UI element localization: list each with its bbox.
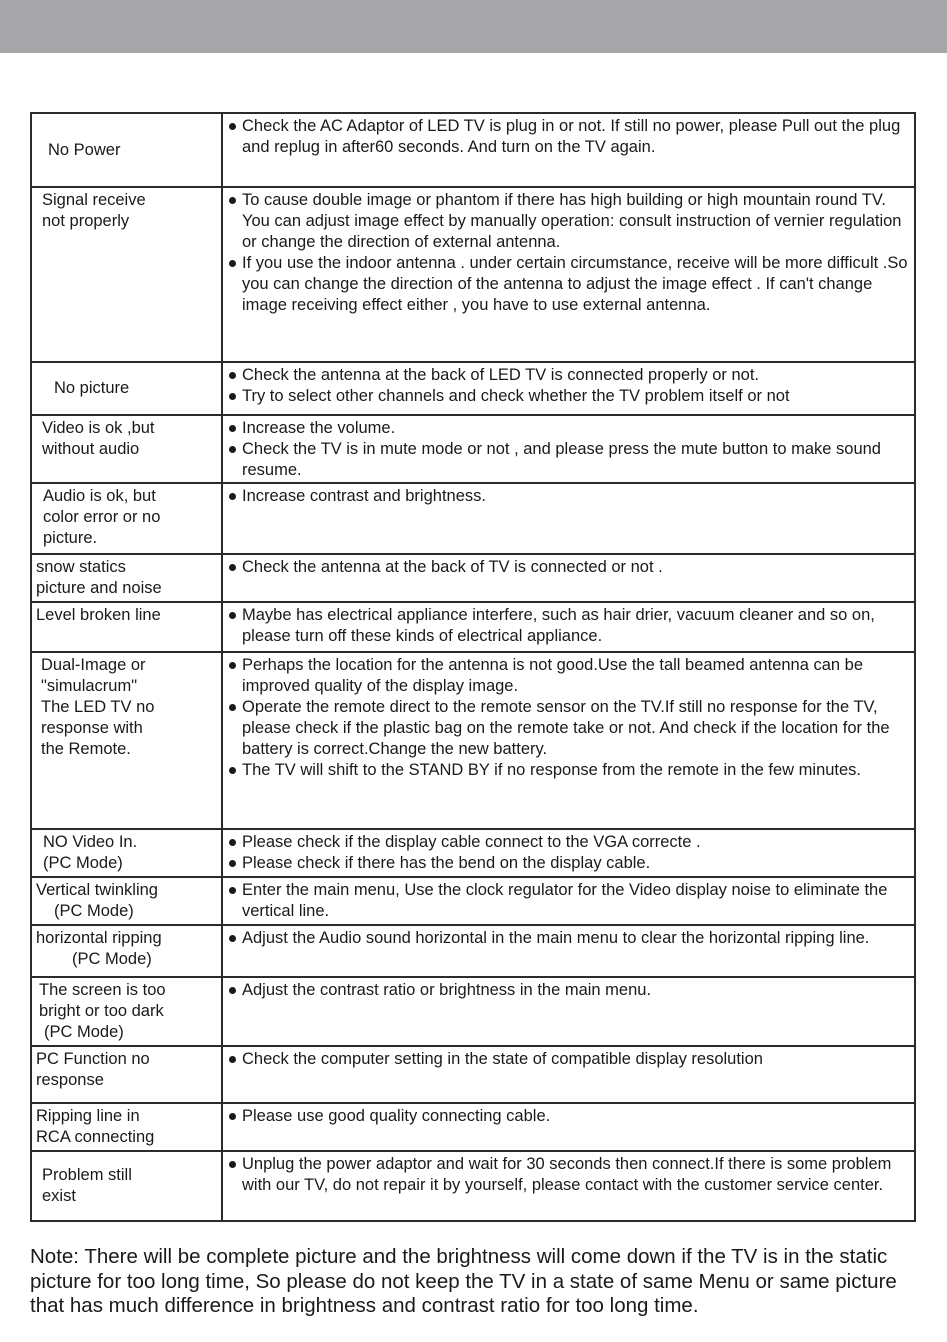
solution-list	[227, 190, 910, 316]
solution-item	[227, 1106, 910, 1127]
solution-item	[227, 365, 910, 386]
bullet-icon	[229, 612, 236, 619]
solution-cell	[222, 113, 915, 187]
problem-label-line: (PC Mode)	[44, 1023, 124, 1041]
solution-list	[227, 486, 910, 507]
solution-list	[227, 1154, 910, 1196]
bullet-icon	[229, 446, 236, 453]
bullet-icon	[229, 1056, 236, 1063]
header-bar	[0, 0, 947, 53]
problem-cell	[31, 415, 222, 483]
troubleshooting-table	[30, 112, 916, 1222]
solution-text: Perhaps the location for the antenna is not good.Use the tall beamed antenna can be improved quality of the display image.	[242, 656, 864, 695]
bullet-icon	[229, 123, 236, 130]
solution-text: Enter the main menu, Use the clock regulator for the Video display noise to eliminate the vertical line.	[242, 881, 888, 920]
solution-item	[227, 760, 910, 781]
solution-text: Please use good quality connecting cable.	[242, 1107, 551, 1125]
table-row	[31, 877, 915, 925]
problem-cell	[31, 602, 222, 652]
table-row	[31, 829, 915, 877]
problem-label-line: response	[36, 1071, 104, 1089]
problem-label-line: exist	[42, 1187, 76, 1205]
solution-text: Check the AC Adaptor of LED TV is plug in or not. If still no power, please Pull out the plug and replug in after60 seconds. And turn on the TV again.	[242, 117, 901, 156]
bullet-icon	[229, 393, 236, 400]
solution-list	[227, 557, 910, 578]
solution-list	[227, 116, 910, 158]
problem-cell	[31, 187, 222, 362]
problem-label-line: picture.	[43, 529, 98, 547]
table-row	[31, 415, 915, 483]
solution-cell	[222, 187, 915, 362]
problem-cell	[31, 652, 222, 829]
problem-label-line: picture and noise	[36, 579, 162, 597]
solution-item	[227, 980, 910, 1001]
solution-item	[227, 1049, 910, 1070]
solution-text: Increase contrast and brightness.	[242, 487, 486, 505]
solution-text: The TV will shift to the STAND BY if no response from the remote in the few minutes.	[242, 761, 862, 779]
solution-text: Adjust the Audio sound horizontal in the main menu to clear the horizontal ripping line.	[242, 929, 870, 947]
problem-cell	[31, 483, 222, 554]
problem-label-line: Dual-Image or	[41, 656, 146, 674]
table-row	[31, 1046, 915, 1103]
solution-text: Increase the volume.	[242, 419, 396, 437]
solution-item	[227, 253, 910, 316]
bullet-icon	[229, 987, 236, 994]
solution-list	[227, 832, 910, 874]
problem-label-line: horizontal ripping	[36, 929, 162, 947]
solution-cell	[222, 415, 915, 483]
solution-text: Please check if the display cable connect to the VGA correcte .	[242, 833, 701, 851]
table-row	[31, 1103, 915, 1151]
bullet-icon	[229, 662, 236, 669]
solution-item	[227, 697, 910, 760]
solution-item	[227, 1154, 910, 1196]
problem-label-line: without audio	[42, 440, 140, 458]
solution-item	[227, 116, 910, 158]
solution-text: Maybe has electrical appliance interfere, such as hair drier, vacuum cleaner and so on, please turn off these kinds of electrical appliance.	[242, 606, 875, 645]
solution-cell	[222, 1103, 915, 1151]
bullet-icon	[229, 493, 236, 500]
problem-label-line: The LED TV no	[41, 698, 155, 716]
problem-cell	[31, 925, 222, 977]
solution-text: Adjust the contrast ratio or brightness in the main menu.	[242, 981, 652, 999]
solution-item	[227, 486, 910, 507]
solution-item	[227, 832, 910, 853]
problem-label-line: NO Video In.	[43, 833, 138, 851]
solution-text: Please check if there has the bend on the display cable.	[242, 854, 651, 872]
solution-text: Check the computer setting in the state of compatible display resolution	[242, 1050, 763, 1068]
problem-label-line: (PC Mode)	[72, 950, 152, 968]
solution-cell	[222, 1151, 915, 1221]
problem-cell	[31, 1103, 222, 1151]
problem-cell	[31, 977, 222, 1046]
solution-item	[227, 928, 910, 949]
problem-cell	[31, 829, 222, 877]
problem-cell	[31, 877, 222, 925]
problem-label-line: snow statics	[36, 558, 126, 576]
solution-text: Operate the remote direct to the remote sensor on the TV.If still no response for the TV, please check if the plastic bag on the remote take or not. And check if the location for the battery is correct.Change the new battery.	[242, 698, 890, 758]
solution-cell	[222, 925, 915, 977]
problem-cell	[31, 1151, 222, 1221]
note-paragraph: Note: There will be complete picture and the brightness will come down if the TV is in the static picture for too long time, So please do not keep the TV in a state of same Menu or same picture that has much difference in brightness and contrast ratio for too long time.	[30, 1245, 897, 1317]
solution-item	[227, 655, 910, 697]
table-row	[31, 925, 915, 977]
solution-item	[227, 439, 910, 481]
solution-cell	[222, 652, 915, 829]
solution-text: Check the antenna at the back of TV is connected or not .	[242, 558, 663, 576]
solution-list	[227, 365, 910, 407]
bullet-icon	[229, 372, 236, 379]
bullet-icon	[229, 839, 236, 846]
solution-text: If you use the indoor antenna . under certain circumstance, receive will be more difficult .So you can change the direction of the antenna to adjust the image effect . If can't change image receiving effect either , you have to use external antenna.	[242, 254, 908, 314]
problem-cell	[31, 362, 222, 415]
problem-label-line: PC Function no	[36, 1050, 150, 1068]
problem-label-line: Problem still	[42, 1166, 132, 1184]
solution-text: Unplug the power adaptor and wait for 30 seconds then connect.If there is some problem with our TV, do not repair it by yourself, please contact with the customer service center.	[242, 1155, 892, 1194]
problem-label-line: Ripping line in	[36, 1107, 140, 1125]
solution-item	[227, 605, 910, 647]
table-row	[31, 554, 915, 602]
solution-item	[227, 386, 910, 407]
solution-list	[227, 928, 910, 949]
solution-cell	[222, 483, 915, 554]
problem-label-line: No picture	[54, 379, 130, 397]
problem-label-line: bright or too dark	[39, 1002, 164, 1020]
bullet-icon	[229, 887, 236, 894]
solution-cell	[222, 977, 915, 1046]
solution-item	[227, 880, 910, 922]
solution-item	[227, 418, 910, 439]
table-row	[31, 602, 915, 652]
problem-cell	[31, 554, 222, 602]
table-row	[31, 977, 915, 1046]
problem-label-line: "simulacrum"	[41, 677, 138, 695]
problem-label-line: Audio is ok, but	[43, 487, 156, 505]
solution-list	[227, 1106, 910, 1127]
solution-cell	[222, 602, 915, 652]
solution-list	[227, 880, 910, 922]
bullet-icon	[229, 704, 236, 711]
bullet-icon	[229, 860, 236, 867]
solution-cell	[222, 362, 915, 415]
troubleshooting-table-body	[31, 113, 915, 1221]
problem-label-line: the Remote.	[41, 740, 131, 758]
problem-label-line: Signal receive	[42, 191, 146, 209]
problem-label-line: The screen is too	[39, 981, 166, 999]
solution-list	[227, 418, 910, 481]
table-row	[31, 187, 915, 362]
problem-label-line: not properly	[42, 212, 130, 230]
solution-cell	[222, 554, 915, 602]
solution-item	[227, 190, 910, 253]
problem-label-line: Vertical twinkling	[36, 881, 158, 899]
problem-label-line: (PC Mode)	[54, 902, 134, 920]
solution-text: Check the antenna at the back of LED TV is connected properly or not.	[242, 366, 760, 384]
table-row	[31, 652, 915, 829]
bullet-icon	[229, 197, 236, 204]
table-row	[31, 362, 915, 415]
problem-cell	[31, 1046, 222, 1103]
solution-text: Check the TV is in mute mode or not , and please press the mute button to make sound resume.	[242, 440, 881, 479]
solution-cell	[222, 829, 915, 877]
solution-cell	[222, 877, 915, 925]
problem-cell	[31, 113, 222, 187]
problem-label-line: Video is ok ,but	[42, 419, 155, 437]
bullet-icon	[229, 935, 236, 942]
solution-list	[227, 1049, 910, 1070]
bullet-icon	[229, 1161, 236, 1168]
solution-item	[227, 853, 910, 874]
solution-item	[227, 557, 910, 578]
solution-list	[227, 655, 910, 781]
bullet-icon	[229, 564, 236, 571]
bullet-icon	[229, 767, 236, 774]
table-row	[31, 1151, 915, 1221]
problem-label-line: color error or no	[43, 508, 161, 526]
bullet-icon	[229, 260, 236, 267]
problem-label-line: RCA connecting	[36, 1128, 155, 1146]
solution-list	[227, 980, 910, 1001]
solution-cell	[222, 1046, 915, 1103]
solution-list	[227, 605, 910, 647]
solution-text: Try to select other channels and check whether the TV problem itself or not	[242, 387, 790, 405]
solution-text: To cause double image or phantom if there has high building or high mountain round TV. You can adjust image effect by manually operation: consult instruction of vernier regulation or change the direction of external antenna.	[242, 191, 902, 251]
problem-label-line: No Power	[48, 140, 121, 159]
problem-label-line: Level broken line	[36, 606, 161, 624]
bullet-icon	[229, 1113, 236, 1120]
problem-label-line: (PC Mode)	[43, 854, 123, 872]
table-row	[31, 483, 915, 554]
bullet-icon	[229, 425, 236, 432]
table-row	[31, 113, 915, 187]
problem-label-line: response with	[41, 719, 143, 737]
